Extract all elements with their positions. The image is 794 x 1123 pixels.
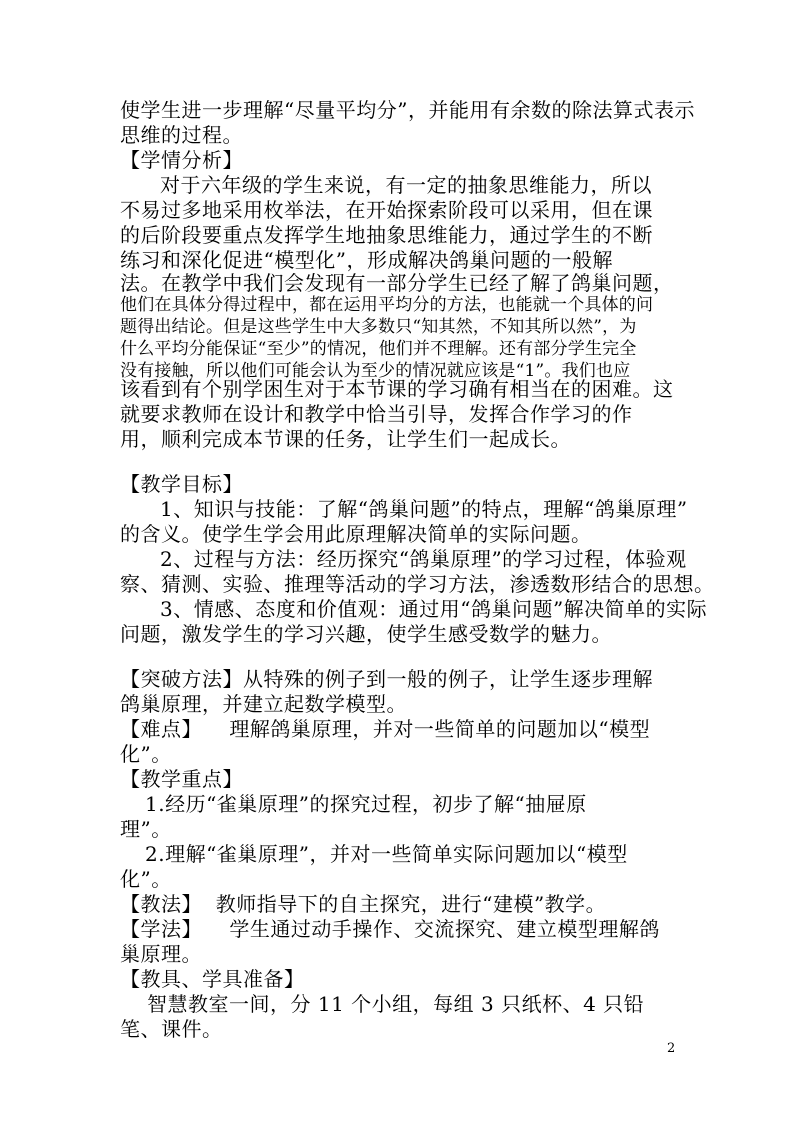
text-line: 对于六年级的学生来说，有一定的抽象思维能力，所以 (160, 173, 652, 197)
text-line: 什么平均分能保证“至少”的情况，他们并不理解。还有部分学生完全 (120, 339, 637, 359)
text-line: 不易过多地采用枚举法，在开始探索阶段可以采用，但在课 (120, 198, 653, 222)
text-line: 2、过程与方法：经历探究“鸽巢原理”的学习过程，体验观 (160, 547, 687, 571)
text-line: 使学生进一步理解“尽量平均分”，并能用有余数的除法算式表示 (120, 98, 695, 122)
section-heading: 【突破方法】从特殊的例子到一般的例子，让学生逐步理解 (120, 667, 653, 691)
section-heading: 【难点】 理解鸽巢原理，并对一些简单的问题加以“模型 (120, 717, 651, 741)
section-heading: 【教法】 教师指导下的自主探究，进行“建模”教学。 (120, 892, 607, 916)
text-line: 化”。 (120, 742, 172, 766)
text-line: 该看到有个别学困生对于本节课的学习确有相当在的困难。这 (120, 377, 674, 401)
text-line: 1、知识与技能：了解“鸽巢问题”的特点，理解“鸽巢原理” (160, 497, 688, 521)
text-line: 2.理解“雀巢原理”，并对一些简单实际问题加以“模型 (145, 842, 628, 866)
section-heading: 【教学目标】 (120, 472, 243, 496)
text-line: 3、情感、态度和价值观：通过用“鸽巢问题”解决简单的实际 (160, 597, 708, 621)
text-line: 理”。 (120, 817, 172, 841)
text-line: 的含义。使学生学会用此原理解决简单的实际问题。 (120, 522, 592, 546)
text-line: 1.经历“雀巢原理”的探究过程，初步了解“抽屉原 (145, 792, 587, 816)
section-heading: 【学情分析】 (120, 148, 243, 172)
text-line: 问题，激发学生的学习兴趣，使学生感受数学的魅力。 (120, 622, 612, 646)
text-line: 他们在具体分得过程中，都在运用平均分的方法，也能就一个具体的问 (120, 295, 654, 315)
section-heading: 【教具、学具准备】 (120, 967, 305, 991)
text-line: 笔、课件。 (120, 1017, 223, 1041)
text-line: 智慧教室一间，分 11 个小组，每组 3 只纸杯、4 只铅 (147, 992, 645, 1016)
section-heading: 【教学重点】 (120, 767, 243, 791)
text-line: 察、猜测、实验、推理等活动的学习方法，渗透数形结合的思想。 (120, 572, 715, 596)
text-line: 的后阶段要重点发挥学生地抽象思维能力，通过学生的不断 (120, 223, 653, 247)
text-line: 就要求教师在设计和教学中恰当引导，发挥合作学习的作 (120, 402, 633, 426)
text-line: 化”。 (120, 867, 172, 891)
text-line: 思维的过程。 (120, 123, 243, 147)
text-line: 没有接触，所以他们可能会认为至少的情况就应该是“1”。我们也应 (120, 361, 631, 381)
page-number: 2 (667, 1041, 676, 1056)
text-line: 练习和深化促进“模型化”，形成解决鸽巢问题的一般解 (120, 248, 613, 272)
text-line: 法。在教学中我们会发现有一部分学生已经了解了鸽巢问题， (120, 271, 674, 295)
text-line: 题得出结论。但是这些学生中大多数只“知其然，不知其所以然”，为 (120, 317, 637, 337)
text-line: 巢原理。 (120, 942, 202, 966)
section-heading: 【学法】 学生通过动手操作、交流探究、建立模型理解鸽 (120, 917, 660, 941)
text-line: 鸽巢原理，并建立起数学模型。 (120, 692, 407, 716)
text-line: 用，顺利完成本节课的任务，让学生们一起成长。 (120, 427, 571, 451)
